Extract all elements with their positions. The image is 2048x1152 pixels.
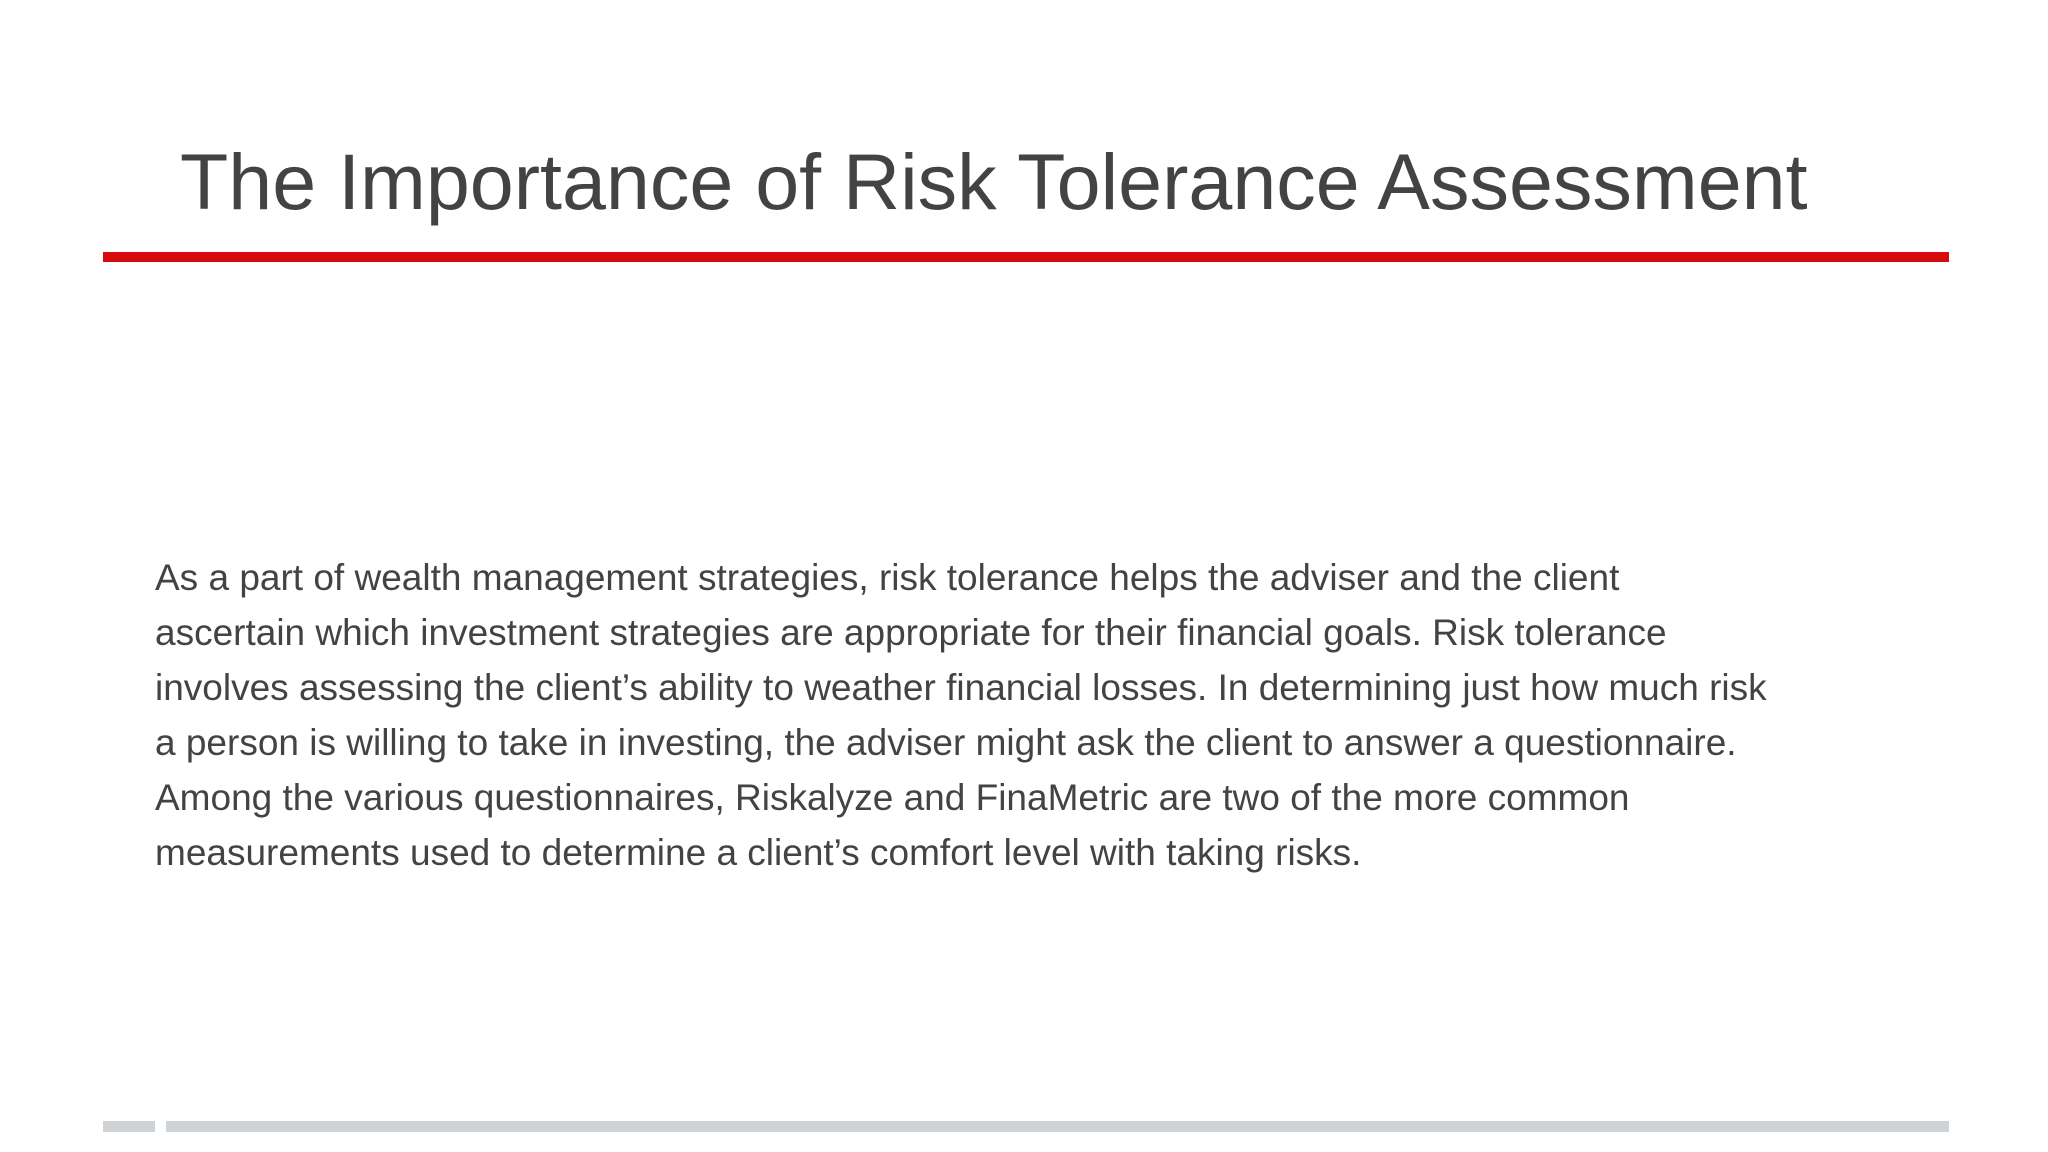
footer-bar-long (166, 1121, 1949, 1132)
title-divider (103, 252, 1949, 262)
slide-title: The Importance of Risk Tolerance Assessment (180, 137, 1808, 226)
body-paragraph: As a part of wealth management strategies, risk tolerance helps the adviser and the client ascertain which investment strategies are appropriate for their financial goals. Risk tolerance involves assessing the client’s ability to weather financial losses. In determining just how much risk a person is willing to take in investing, the adviser might ask the client to answer a questionnaire. Among the various questionnaires, Riskalyze and FinaMetric are two of the more common measurements used to determine a client’s comfort level with taking risks. (155, 557, 1767, 873)
footer-bar-short (103, 1121, 155, 1132)
